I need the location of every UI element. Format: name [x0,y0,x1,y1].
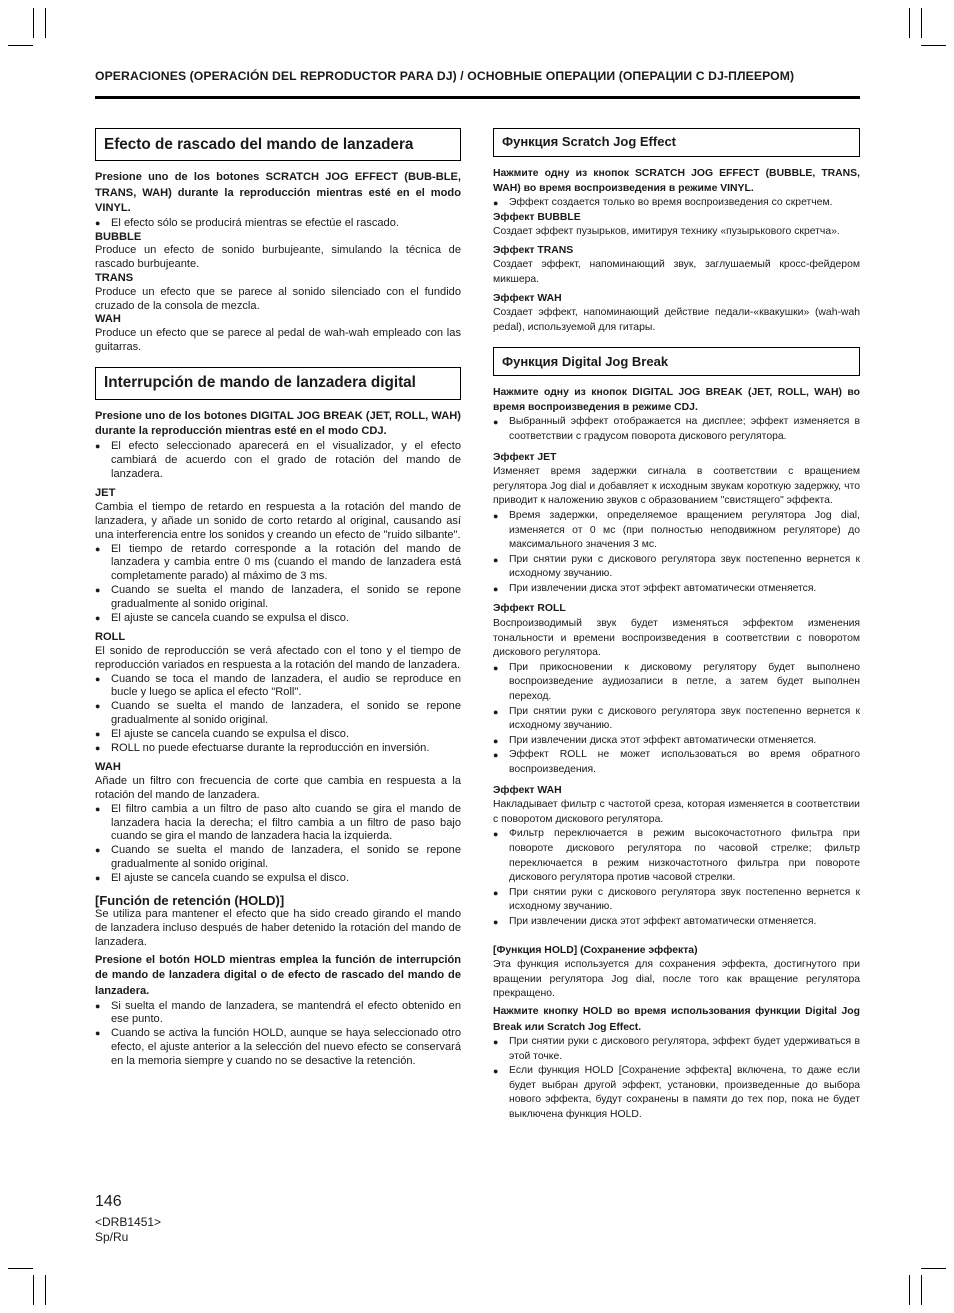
subheading-roll-ru: Эффект ROLL [493,603,566,615]
paragraph-wah-ru: Создает эффект, напоминающий действие педали-«квакушки» (wah-wah pedal), используемой для гитары. [493,307,860,333]
bullet-list [95,803,461,886]
bullet-list [493,1035,860,1123]
bullet-list [95,673,461,756]
bullet-list [95,217,461,231]
instruction-digital-ru: Нажмите одну из кнопок DIGITAL JOG BREAK (JET, ROLL, WAH) во время воспроизведения в режиме CDJ. [493,387,860,414]
document-code: <DRB1451> [95,1215,162,1229]
paragraph-hold-es: Se utiliza para mantener el efecto que ha sido creado girando el mando de lanzadera incluso después de haber detenido la rotación del mando de lanzadera. [95,908,461,949]
subheading-jet-es: JET [95,487,116,500]
bullet-item: ● При извлечении диска этот эффект автоматически отменяется. [493,915,860,930]
section-title-digital-ru: Функция Digital Jog Break [493,347,860,376]
bullet-item: ● Время задержки, определяемое вращением регулятора Jog dial, изменяется от 0 мс (при полностью неподвижном регуляторе) до максимального значения 3 мс. [493,509,860,553]
paragraph-trans-ru: Создает эффект, напоминающий звук, заглушаемый кросс-фейдером микшера. [493,259,860,285]
bullet-item: ● При прикосновении к дисковому регулятору будет выполнено воспроизведение аудиозаписи в петле, а затем будет выполнен переход. [493,661,860,705]
crop-mark [45,1275,46,1305]
subheading-trans-ru: Эффект TRANS [493,244,574,256]
bullet-item: ● Если функция HOLD [Сохранение эффекта] включена, то даже если будет выбран другой эффект, установки, произведенные до выбора нового эффекта, будут сохранены в памяти до тех пор, пока не будет выключена функция HOLD. [493,1064,860,1122]
paragraph-trans-es: Produce un efecto que se parece al sonido silenciado con el fundido cruzado de la consola de mezcla. [95,285,461,312]
language-code: Sp/Ru [95,1230,129,1244]
paragraph-bubble-es: Produce un efecto de sonido burbujeante, simulando la técnica de rascado burbujeante. [95,244,461,271]
section-title-scratch-es: Efecto de rascado del mando de lanzadera [95,128,461,161]
bullet-item: ● При снятии руки с дискового регулятора звук постепенно вернется к исходному звучанию. [493,705,860,734]
bullet-item: ● El ajuste se cancela cuando se expulsa el disco. [95,872,461,886]
bullet-item: ● El tiempo de retardo corresponde a la rotación del mando de lanzadera y cambia entre 0 ms (cuando el mando de lanzadera está completamente parado) al máximo de 3 ms. [95,543,461,584]
page-number: 146 [95,1193,122,1210]
subheading-wah-digital-ru: Эффект WAH [493,784,562,796]
bullet-item: ● El filtro cambia a un filtro de paso alto cuando se gira el mando de lanzadera hacia la derecha; el filtro cambia a un filtro de paso bajo cuando se gira el mando de lanzadera hacia la izquierda. [95,803,461,844]
crop-mark [921,1275,922,1305]
subheading-wah-es: WAH [95,313,121,326]
paragraph-jet-ru: Изменяет время задержки сигнала в соответствии с вращением регулятора Jog dial и добавляет к исходным звукам короткую задержку, что приводит к наложению звуков с образованием "свистящего" эффекта. [493,466,860,507]
instruction-scratch-es: Presione uno de los botones SCRATCH JOG EFFECT (BUB-BLE, TRANS, WAH) durante la reproducción mientras esté en el modo VINYL. [95,171,461,215]
page-header-title: OPERACIONES (OPERACIÓN DEL REPRODUCTOR PARA DJ) / ОСНОВНЫЕ ОПЕРАЦИИ (ОПЕРАЦИИ С DJ-ПЛЕЕРОМ) [95,69,795,83]
bullet-item: ● Эффект ROLL не может использоваться во время обратного воспроизведения. [493,748,860,777]
subheading-roll-es: ROLL [95,631,126,644]
subheading-hold-ru: [Функция HOLD] (Сохранение эффекта) [493,944,698,956]
bullet-list [493,509,860,597]
paragraph-roll-es: El sonido de reproducción se verá afectado con el tono y el tiempo de reproducción variados en respuesta a la rotación del mando de lanzadera. [95,645,461,671]
bullet-item: ● Si suelta el mando de lanzadera, se mantendrá el efecto obtenido en ese punto. [95,1000,461,1028]
bullet-item: ● Cuando se activa la función HOLD, aunque se haya seleccionado otro efecto, el ajuste anterior a la selección del nuevo efecto se conservará en la memoria siempre y cuando no se desactive la retención. [95,1027,461,1068]
bullet-list [493,196,860,211]
bullet-item: ● Cuando se toca el mando de lanzadera, el audio se reproduce en bucle y luego se aplica el efecto "Roll". [95,673,461,701]
russian-column [493,128,860,1123]
crop-mark [921,45,946,46]
header-rule [95,96,860,99]
instruction-hold-es: Presione el botón HOLD mientras emplea la función de interrupción de mando de lanzadera digital o de efecto de rascado del mando de lanzadera. [95,953,461,998]
subheading-jet-ru: Эффект JET [493,451,557,463]
subheading-wah-ru: Эффект WAH [493,292,562,304]
bullet-item: ● El efecto seleccionado aparecerá en el visualizador, y el efecto cambiará de acuerdo con el grado de rotación del mando de lanzadera. [95,440,461,481]
crop-mark [909,1275,910,1305]
subheading-bubble-es: BUBBLE [95,230,142,243]
bullet-item: ● Фильтр переключается в режим высокочастотного фильтра при повороте дискового регулятора по часовой стрелке; фильтр переключается в режим низкочастотного фильтра при повороте дискового регулятора против часовой стрелки. [493,827,860,885]
bullet-item: ● Cuando se suelta el mando de lanzadera, el sonido se repone gradualmente al sonido original. [95,844,461,872]
bullet-item: ● При снятии руки с дискового регулятора звук постепенно вернется к исходному звучанию. [493,553,860,582]
bullet-item: ● ROLL no puede efectuarse durante la reproducción en inversión. [95,742,461,756]
section-title-scratch-ru: Функция Scratch Jog Effect [493,128,860,157]
bullet-item: ● При снятии руки с дискового регулятора звук постепенно вернется к исходному звучанию. [493,886,860,915]
subheading-wah-digital-es: WAH [95,761,121,774]
crop-mark [921,1268,946,1269]
bullet-item: ● Выбранный эффект отображается на дисплее; эффект изменяется в соответствии с градусом поворота дискового регулятора. [493,415,860,444]
paragraph-wah-es: Produce un efecto que se parece al pedal de wah-wah empleado con las guitarras. [95,327,461,353]
crop-mark [8,1268,33,1269]
bullet-list [493,661,860,778]
paragraph-bubble-ru: Создает эффект пузырьков, имитируя технику «пузырькового скретча». [493,226,840,238]
subheading-hold-es: [Función de retención (HOLD)] [95,892,285,908]
subheading-trans-es: TRANS [95,271,134,284]
crop-mark [33,1275,34,1305]
bullet-item: ● При снятии руки с дискового регулятора, эффект будет удерживаться в этой точке. [493,1035,860,1064]
instruction-digital-es: Presione uno de los botones DIGITAL JOG BREAK (JET, ROLL, WAH) durante la reproducción mientras esté en el modo CDJ. [95,409,461,438]
crop-mark [8,45,33,46]
bullet-item: ● При извлечении диска этот эффект автоматически отменяется. [493,734,860,749]
paragraph-hold-ru: Эта функция используется для сохранения эффекта, достигнутого при вращении регулятора Jog dial, после того как вращение регулятора прекращено. [493,959,860,1000]
subheading-bubble-ru: Эффект BUBBLE [493,211,581,223]
bullet-list [493,415,860,444]
crop-mark [909,8,910,38]
crop-mark [45,8,46,38]
instruction-hold-ru: Нажмите кнопку HOLD во время использования функции Digital Jog Break или Scratch Jog Effect. [493,1005,860,1033]
bullet-item: ● Cuando se suelta el mando de lanzadera, el sonido se repone gradualmente al sonido original. [95,584,461,612]
spanish-column [95,128,461,1069]
section-title-digital-es: Interrupción de mando de lanzadera digital [95,367,461,400]
bullet-item: ● При извлечении диска этот эффект автоматически отменяется. [493,582,860,597]
bullet-item: ● Эффект создается только во время воспроизведения со скретчем. [493,196,860,211]
bullet-list [95,1000,461,1069]
bullet-item: ● El ajuste se cancela cuando se expulsa el disco. [95,612,461,626]
bullet-item: ● El efecto sólo se producirá mientras se efectúe el rascado. [95,217,461,231]
paragraph-jet-es: Cambia el tiempo de retardo en respuesta a la rotación del mando de lanzadera, y añade un sonido de corto retardo al original, causando así una interferencia entre los sonidos y creando un efecto de "ruido silbante". [95,501,461,541]
bullet-item: ● Cuando se suelta el mando de lanzadera, el sonido se repone gradualmente al sonido original. [95,700,461,728]
bullet-item: ● El ajuste se cancela cuando se expulsa el disco. [95,728,461,742]
crop-mark [33,8,34,38]
instruction-scratch-ru: Нажмите одну из кнопок SCRATCH JOG EFFECT (BUBBLE, TRANS, WAH) во время воспроизведения в режиме VINYL. [493,168,860,194]
paragraph-wah-digital-ru: Накладывает фильтр с частотой среза, которая изменяется в соответствии с поворотом дискового регулятора. [493,799,860,825]
paragraph-roll-ru: Воспроизводимый звук будет изменяться эффектом изменения тональности и времени воспроизведения в соответствии с поворотом дискового регулятора. [493,618,860,659]
paragraph-wah-digital-es: Añade un filtro con frecuencia de corte que cambia en respuesta a la rotación del mando de lanzadera. [95,775,461,802]
bullet-list [95,440,461,481]
bullet-list [95,543,461,626]
crop-mark [921,8,922,38]
bullet-list [493,827,860,929]
